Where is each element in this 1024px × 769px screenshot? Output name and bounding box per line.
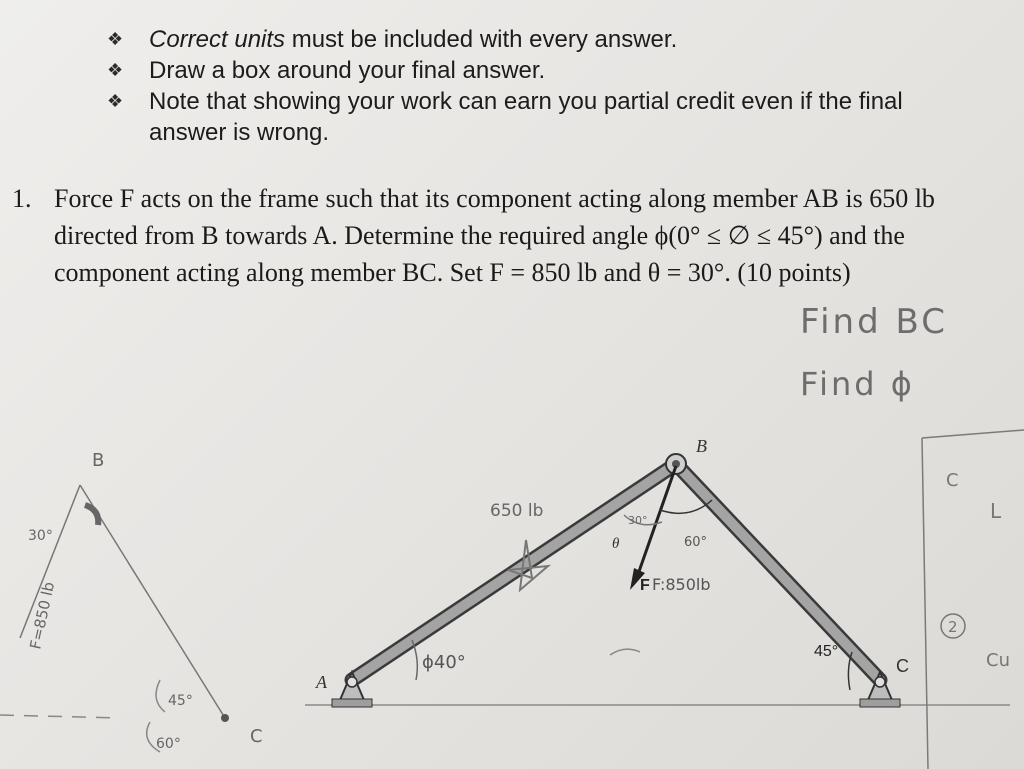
handwritten-scribble: [610, 649, 640, 655]
sketch-blob: [85, 505, 98, 525]
label-f: F: [640, 577, 650, 594]
sketch-label-b: B: [92, 450, 105, 471]
handwritten-find-bc: Find BC: [800, 302, 948, 342]
sketch-force-label: F=850 lb: [26, 580, 59, 651]
sketch-side-right: [80, 485, 225, 718]
margin-note-cu: Cu: [986, 650, 1010, 671]
handwritten-find-phi: Find ϕ: [800, 365, 915, 403]
note-phi-40: ϕ40°: [422, 652, 466, 673]
sketch-angle-45: 45°: [168, 693, 193, 709]
margin-note-c: C: [946, 470, 959, 491]
sketch-label-c: C: [250, 726, 263, 747]
sketch-dashed-line: [0, 715, 120, 718]
instruction-text: Note that showing your work can earn you partial credit even if the final: [149, 88, 903, 115]
margin-note-l: L: [990, 499, 1002, 523]
problem-number: 1.: [12, 184, 32, 213]
label-45-deg: 45°: [814, 643, 839, 660]
sketch-angle-60: 60°: [156, 736, 181, 752]
label-a: A: [316, 672, 327, 692]
diamond-bullet-icon: ❖: [107, 91, 124, 111]
sketch-angle-30: 30°: [28, 528, 53, 544]
pin-a: [347, 677, 357, 687]
instruction-emphasis: Correct units: [149, 26, 286, 53]
margin-note-two: 2: [948, 618, 958, 636]
base-c: [860, 699, 900, 707]
note-650-lb: 650 lb: [490, 501, 544, 521]
sketch-point-c: [221, 714, 229, 722]
problem-line: component acting along member BC. Set F = 850 lb and θ = 30°. (10 points): [54, 258, 851, 287]
margin-box-lines: [922, 430, 1024, 769]
member-bc-fill: [676, 464, 880, 680]
note-f-value: F:850lb: [652, 575, 711, 594]
diamond-bullet-icon: ❖: [107, 60, 124, 80]
instruction-text: Draw a box around your final answer.: [149, 57, 546, 84]
label-c: C: [896, 656, 909, 676]
label-theta: θ: [612, 536, 620, 552]
diamond-bullet-icon: ❖: [107, 29, 124, 49]
problem-line: directed from B towards A. Determine the required angle ϕ(0° ≤ ∅ ≤ 45°) and the: [54, 221, 905, 250]
note-30-deg: 30°: [628, 514, 648, 527]
problem-line: Force F acts on the frame such that its component acting along member AB is 650 lb: [54, 184, 935, 213]
pin-c: [875, 677, 885, 687]
note-60-deg: 60°: [684, 535, 708, 550]
label-b: B: [696, 436, 707, 456]
base-a: [332, 699, 372, 707]
instruction-text: must be included with every answer.: [285, 26, 678, 53]
instruction-text: answer is wrong.: [149, 119, 330, 146]
